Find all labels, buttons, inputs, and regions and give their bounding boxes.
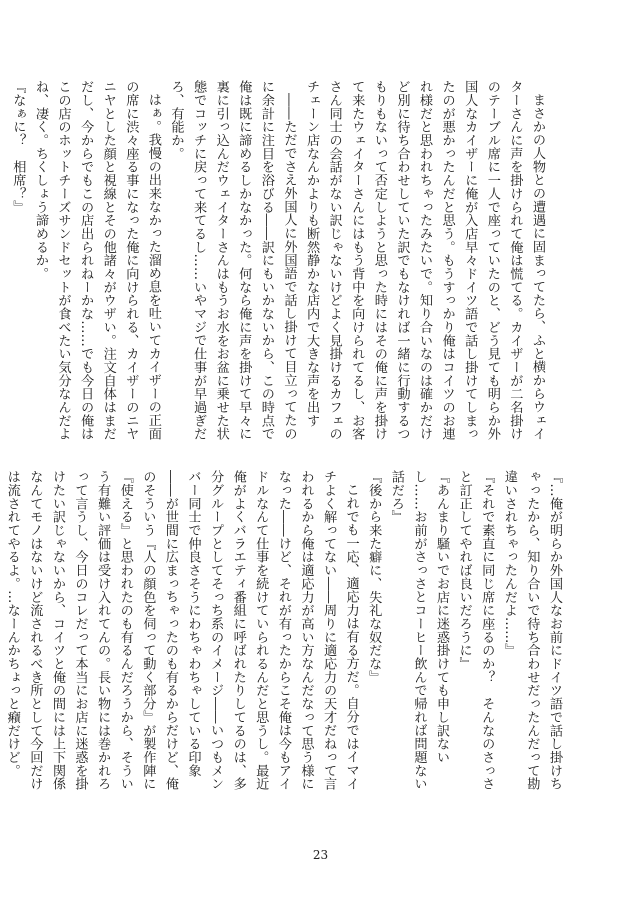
paragraph: これでも一応、適応力は有る方だ。自分ではイマイチよく解ってない――周りに適応力の天才だねって言われるから俺は適応力が高い方なんだなって思う様になった――けど、それが有ったからこそ俺は今もアイドルなんて仕事を続けていられるんだと思うし。最近俺がよくバラエティ番組に呼ばれたりしてるのは、多分グループとしてそっち系のイメージ――いつもメンバー同士で仲良さそうにわちゃわちゃしている印象――が世間に広まっちゃったのも有るからだけど、俺のそういう『人の顔色を伺って動く部分』が製作陣に『使える』と思われたのも有るんだろうから、そういう有難い評価は受け入れてんの。長い物には巻かれろって言うし、今日のコレだって本当にお店に迷惑を掛けたい訳じゃないから、コイツと俺の間には上下関係なんてモノはないけど流されるべき所として今回だけは流されてやるよ。…なーんかちょっと癪だけど。 <box>4 470 359 791</box>
paragraph: ――ただでさえ外国人に外国語で話し掛けて目立ってたのに余計に注目を浴びる――訳にもいかないから、この時点で俺は既に諦めるしかなかった。何なら俺に声を掛けて早々に裏に引っ込んだウェイターさんはもうお水をお盆に乗せた状態でコッチに戻って来てるし……いやマジで仕事が早過ぎだろ、有能か。 <box>168 80 297 441</box>
dialogue-line: 『あんまり騒いでお店に迷惑掛けても申し訳ないし……お前がさっさとコーヒー飲んで帰れば問題ない話だろ』 <box>388 470 450 791</box>
paragraph: はぁ。我慢の出来なかった溜め息を吐いてカイザーの正面の席に渋々座る事になった俺に向けられる、カイザーのニヤニヤとした顔と視線とその他諸々がウザい。注文自体はまだだし、今からでもこの店出られねーかな……でも今日の俺はこの店のホットチーズサンドセットが食べたい気分なんだよね、凄く。ちくしょう諦めるか。 <box>32 80 161 441</box>
dialogue-line: 『なぁに？ 相席？』 <box>10 80 26 214</box>
upper-text-block <box>10 80 548 452</box>
dialogue-line: 『…俺が明らか外国人なお前にドイツ語で話し掛けちゃったから、知り合いで待ち合わせだったんだって勘違いされちゃったんだよ……』 <box>501 470 562 791</box>
dialogue-line: 『後から来た癖に、失礼な奴だな』 <box>366 470 382 684</box>
dialogue-line: 『それで素直に同じ席に座るのか？ そんなのさっさと訂正してやれば良いだろうに』 <box>456 470 495 791</box>
paragraph: まさかの人物との遭遇に固まってたら、ふと横からウェイターさんに声を掛けられて俺は慌てる。カイザーが二名掛けのテーブル席に一人で座っていたのと、どう見ても明らか外国人なカイザーに俺が入店早々ドイツ語で話し掛けてしまったのが悪かったんだと思う。もうすっかり俺はコイツのお連れ様だと思われちゃったみたいで。知り合いなのは確かだけど別に待ち合わせしていた訳でもなければ一緒に行動するつもりもないって否定しようと思った時にはその俺に声を掛けて来たウェイターさんにはもう背中を向けられてるし、お客さん同士の会話がない訳じゃないけどよく見掛けるカフェのチェーン店なんかよりも断然静かな店内で大きな声を出す <box>304 80 545 441</box>
page-number: 23 <box>312 848 329 862</box>
lower-text-block <box>4 470 565 800</box>
